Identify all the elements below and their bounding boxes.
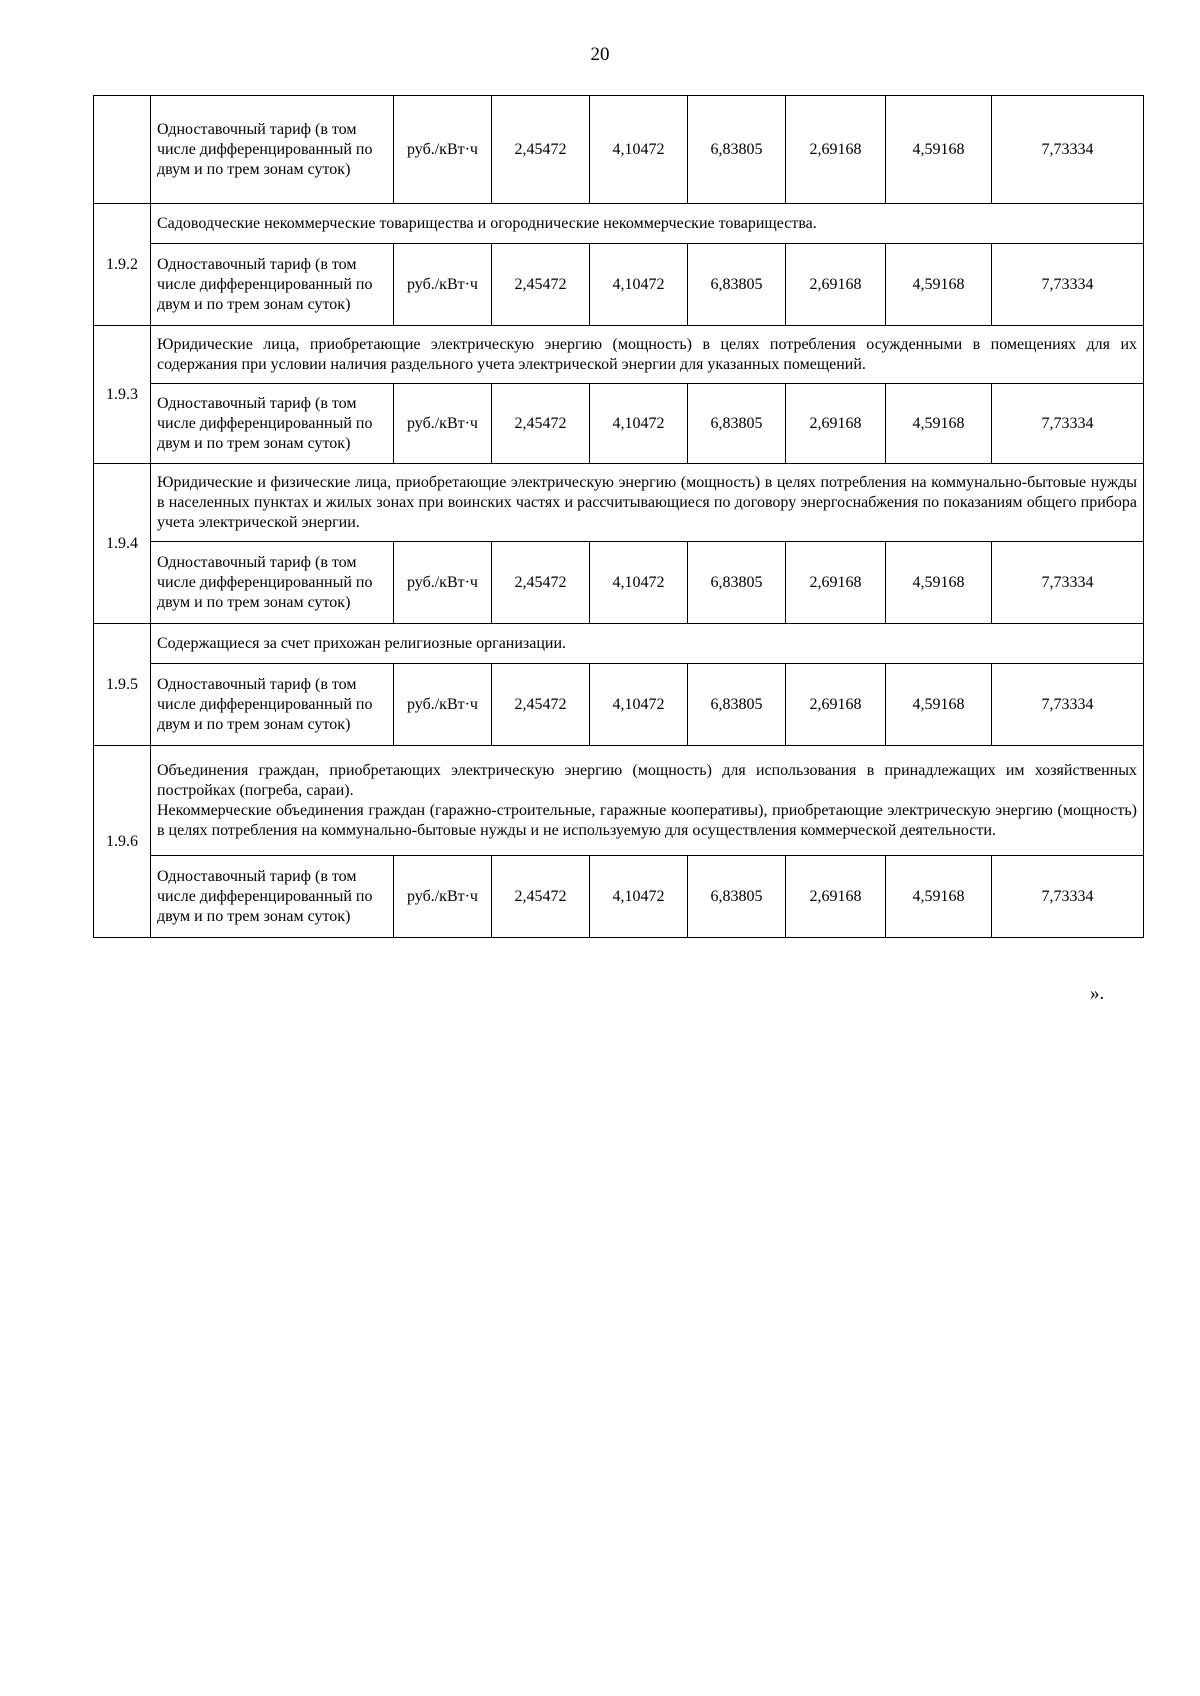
table-row [94, 542, 1144, 624]
value-cell: 4,10472 [590, 664, 688, 746]
closing-quote-mark: ». [1090, 983, 1105, 1004]
value-cell: 2,69168 [786, 664, 886, 746]
value-cell: 6,83805 [688, 384, 786, 464]
value-cell: 6,83805 [688, 542, 786, 624]
tariff-table [93, 95, 1144, 938]
table-row [94, 464, 1144, 542]
value-cell: 7,73334 [992, 664, 1144, 746]
value-cell: 7,73334 [992, 244, 1144, 326]
section-description [151, 326, 1144, 384]
tariff-name: Одноставочный тариф (в том числе дифференцированный по двум и по трем зонам суток) [151, 856, 394, 938]
value-cell: 2,45472 [492, 542, 590, 624]
value-cell: 4,10472 [590, 96, 688, 204]
table-row [94, 384, 1144, 464]
value-cell: 4,59168 [886, 96, 992, 204]
table-row [94, 204, 1144, 244]
description-paragraph: Юридические лица, приобретающие электрическую энергию (мощность) в целях потребления осужденными в помещениях для их содержания при условии наличия раздельного учета электрической энергии для указанных помещений. [157, 335, 1137, 373]
value-cell: 4,59168 [886, 244, 992, 326]
tariff-table-body [94, 96, 1144, 938]
value-cell: 7,73334 [992, 96, 1144, 204]
value-cell: 2,45472 [492, 664, 590, 746]
value-cell: 4,59168 [886, 856, 992, 938]
value-cell: 2,45472 [492, 856, 590, 938]
description-paragraph: Объединения граждан, приобретающих электрическую энергию (мощность) для использования в принадлежащих им хозяйственных постройках (погреба, сараи). [157, 761, 1137, 799]
description-paragraph: Содержащиеся за счет прихожан религиозные организации. [157, 634, 567, 652]
value-cell: 7,73334 [992, 542, 1144, 624]
value-cell: 4,59168 [886, 664, 992, 746]
page-number: 20 [590, 44, 610, 65]
tariff-name: Одноставочный тариф (в том числе дифференцированный по двум и по трем зонам суток) [151, 96, 394, 204]
tariff-name: Одноставочный тариф (в том числе дифференцированный по двум и по трем зонам суток) [151, 664, 394, 746]
description-paragraph: Садоводческие некоммерческие товарищества и огороднические некоммерческие товарищества. [157, 214, 817, 232]
value-cell: 2,69168 [786, 384, 886, 464]
table-row [94, 244, 1144, 326]
value-cell: 4,59168 [886, 542, 992, 624]
section-code: 1.9.6 [94, 746, 151, 938]
table-row [94, 856, 1144, 938]
section-description [151, 204, 1144, 244]
table-row [94, 664, 1144, 746]
value-cell: 6,83805 [688, 856, 786, 938]
description-paragraph: Юридические и физические лица, приобретающие электрическую энергию (мощность) в целях потребления на коммунально-бытовые нужды в населенных пунктах и жилых зонах при воинских частях и рассчитывающиеся по договору энергоснабжения по показаниям общего прибора учета электрической энергии. [157, 473, 1137, 531]
value-cell: 4,10472 [590, 856, 688, 938]
value-cell: 6,83805 [688, 244, 786, 326]
unit-cell: руб./кВт·ч [394, 384, 492, 464]
value-cell: 7,73334 [992, 856, 1144, 938]
section-code [94, 96, 151, 204]
section-code: 1.9.3 [94, 326, 151, 464]
unit-cell: руб./кВт·ч [394, 244, 492, 326]
table-row [94, 326, 1144, 384]
value-cell: 4,10472 [590, 542, 688, 624]
unit-cell: руб./кВт·ч [394, 664, 492, 746]
value-cell: 7,73334 [992, 384, 1144, 464]
section-code: 1.9.2 [94, 204, 151, 326]
section-description [151, 746, 1144, 856]
unit-cell: руб./кВт·ч [394, 96, 492, 204]
table-row [94, 96, 1144, 204]
table-row [94, 746, 1144, 856]
section-description [151, 464, 1144, 542]
value-cell: 2,45472 [492, 244, 590, 326]
value-cell: 2,69168 [786, 244, 886, 326]
tariff-name: Одноставочный тариф (в том числе дифференцированный по двум и по трем зонам суток) [151, 244, 394, 326]
description-paragraph: Некоммерческие объединения граждан (гаражно-строительные, гаражные кооперативы), приобретающие электрическую энергию (мощность) в целях потребления на коммунально-бытовые нужды и не используемую для осуществления коммерческой деятельности. [157, 801, 1137, 839]
value-cell: 2,69168 [786, 96, 886, 204]
value-cell: 4,10472 [590, 244, 688, 326]
value-cell: 6,83805 [688, 664, 786, 746]
value-cell: 2,69168 [786, 542, 886, 624]
value-cell: 2,45472 [492, 96, 590, 204]
section-code: 1.9.4 [94, 464, 151, 624]
unit-cell: руб./кВт·ч [394, 542, 492, 624]
section-code: 1.9.5 [94, 624, 151, 746]
tariff-name: Одноставочный тариф (в том числе дифференцированный по двум и по трем зонам суток) [151, 384, 394, 464]
table-row [94, 624, 1144, 664]
unit-cell: руб./кВт·ч [394, 856, 492, 938]
value-cell: 6,83805 [688, 96, 786, 204]
value-cell: 2,45472 [492, 384, 590, 464]
value-cell: 2,69168 [786, 856, 886, 938]
value-cell: 4,10472 [590, 384, 688, 464]
section-description [151, 624, 1144, 664]
tariff-name: Одноставочный тариф (в том числе дифференцированный по двум и по трем зонам суток) [151, 542, 394, 624]
value-cell: 4,59168 [886, 384, 992, 464]
